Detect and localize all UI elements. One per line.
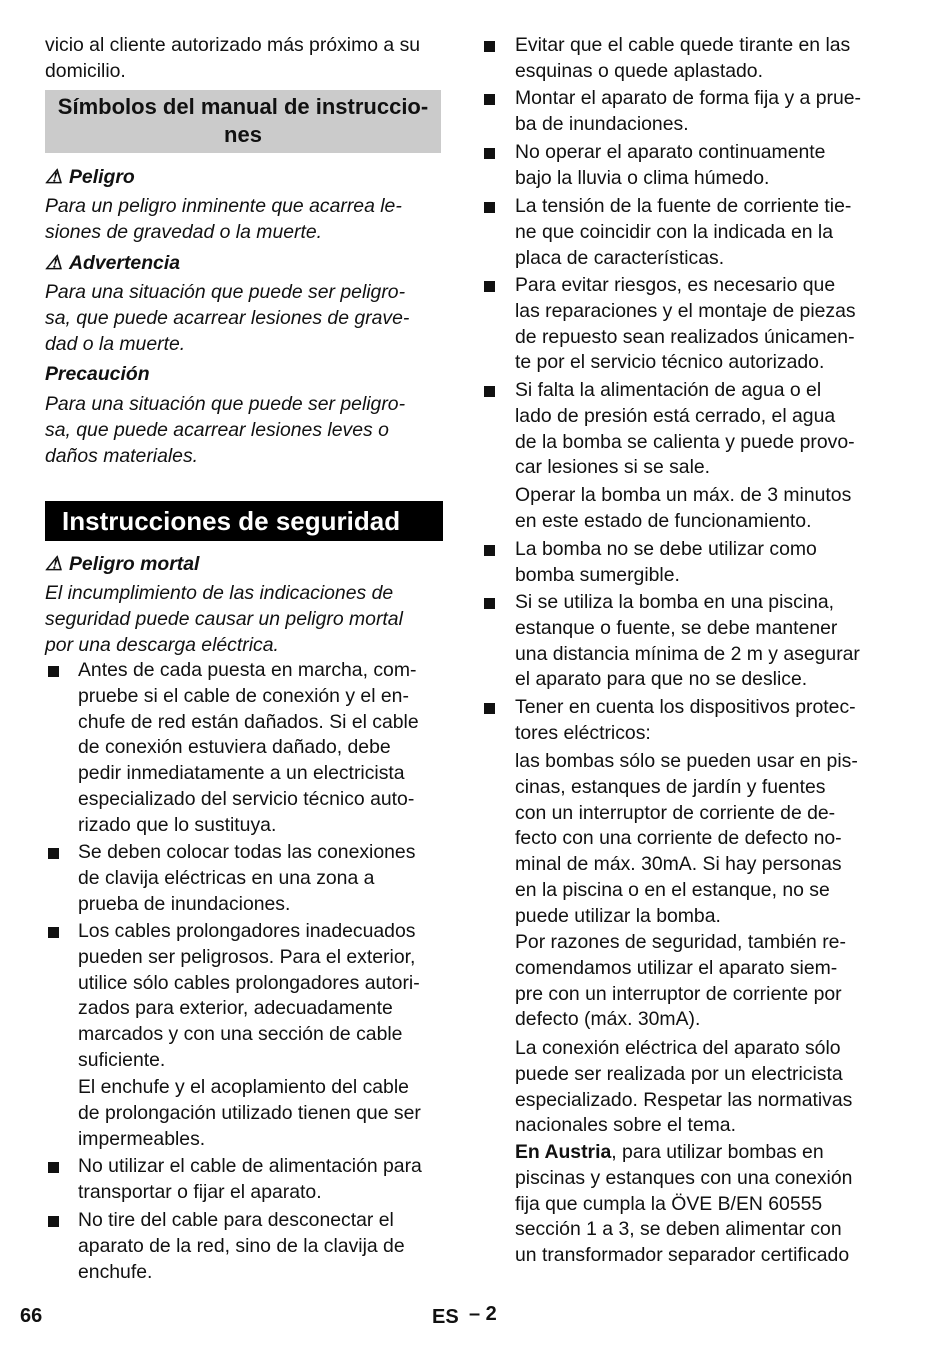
bullet-square-icon (484, 202, 495, 213)
bullet-square-icon (484, 41, 495, 52)
bullet-square-icon (484, 281, 495, 292)
austria-paragraph (515, 1140, 895, 1269)
austria-text: , para utilizar bombas en piscinas y estanques con una conexión fija que cumpla la ÖVE B/EN 60555 sección 1 a 3, se deben alimentar con un transformador separador certificado (515, 1141, 853, 1267)
list-item: La tensión de la fuente de corriente tie- ne que coincidir con la indicada en la placa de características. (515, 195, 852, 269)
list-item-continuation: La conexión eléctrica del aparato sólo puede ser realizada por un electricista especializado. Respetar las normativas nacionales sobre el tema. (515, 1037, 853, 1137)
bullet-square-icon (484, 545, 495, 556)
warning-triangle-icon: ⚠ (45, 252, 63, 274)
intro-text: vicio al cliente autorizado más próximo a su domicilio. (45, 34, 421, 82)
bullet-square-icon (48, 1216, 59, 1227)
bullet-square-icon (48, 666, 59, 677)
bullet-square-icon (484, 148, 495, 159)
list-item: Si se utiliza la bomba en una piscina, estanque o fuente, se debe mantener una distancia mínima de 2 m y asegurar el aparato para que no se deslice. (515, 591, 860, 691)
list-item: Si falta la alimentación de agua o el lado de presión está cerrado, el agua de la bomba se calienta y puede provo- car lesiones si se sale. (515, 379, 855, 479)
list-item: Antes de cada puesta en marcha, com- pruebe si el cable de conexión y el en- chufe de red están dañados. Si el cable de conexión estuviera dañado, debe pedir inmediatamente a un electricista especializado del servicio técnico auto- rizado que lo sustituya. (78, 659, 419, 836)
bullet-square-icon (484, 386, 495, 397)
mortal-title: Peligro mortal (69, 553, 200, 575)
list-item-continuation: Operar la bomba un máx. de 3 minutos en este estado de funcionamiento. (515, 484, 852, 532)
peligro-title: Peligro (69, 166, 135, 188)
list-item: Para evitar riesgos, es necesario que las reparaciones y el montaje de piezas de repuesto sean realizados únicamen- te por el servicio técnico autorizado. (515, 274, 856, 374)
bullet-square-icon (484, 598, 495, 609)
list-item: Evitar que el cable quede tirante en las esquinas o quede aplastado. (515, 34, 851, 82)
warning-triangle-icon: ⚠ (45, 166, 63, 188)
footer-section: ES (432, 1306, 459, 1328)
list-item: No tire del cable para desconectar el aparato de la red, sino de la clavija de enchufe. (78, 1209, 405, 1283)
warning-triangle-icon: ⚠ (45, 553, 63, 575)
advertencia-text: Para una situación que puede ser peligro- sa, que puede acarrear lesiones de grave- dad o la muerte. (45, 281, 410, 355)
bullet-square-icon (484, 703, 495, 714)
list-item-continuation: las bombas sólo se pueden usar en pis- cinas, estanques de jardín y fuentes con un interruptor de corriente de de- fecto con una corriente de defecto no- minal de máx. 30mA. Si hay personas en la piscina o en el estanque, no se puede utilizar la bomba. (515, 750, 858, 927)
list-item-continuation: Por razones de seguridad, también re- comendamos utilizar el aparato siem- pre con un interruptor de corriente por defecto (máx. 30mA). (515, 931, 846, 1031)
bullet-square-icon (48, 848, 59, 859)
mortal-text: El incumplimiento de las indicaciones de seguridad puede causar un peligro mortal por una descarga eléctrica. (45, 582, 403, 656)
list-item: La bomba no se debe utilizar como bomba sumergible. (515, 538, 817, 586)
bullet-square-icon (48, 1162, 59, 1173)
symbols-heading: Símbolos del manual de instruccio- nes (45, 90, 441, 153)
list-item: No operar el aparato continuamente bajo la lluvia o clima húmedo. (515, 141, 826, 189)
list-item: Los cables prolongadores inadecuados pueden ser peligrosos. Para el exterior, utilice sólo cables prolongadores autori- zados para exterior, adecuadamente marcados y con una sección de cable suficiente. (78, 920, 420, 1071)
list-item: Se deben colocar todas las conexiones de clavija eléctricas en una zona a prueba de inundaciones. (78, 841, 416, 915)
precaucion-text: Para una situación que puede ser peligro- sa, que puede acarrear lesiones leves o daños materiales. (45, 393, 406, 467)
austria-bold: En Austria (515, 1141, 612, 1163)
list-item-continuation: El enchufe y el acoplamiento del cable de prolongación utilizado tienen que ser impermeables. (78, 1076, 421, 1150)
footer-section-page: – 2 (469, 1303, 497, 1325)
mortal-heading (45, 552, 445, 578)
bullet-square-icon (48, 927, 59, 938)
peligro-heading (45, 165, 445, 191)
bullet-square-icon (484, 94, 495, 105)
safety-heading: Instrucciones de seguridad (45, 501, 443, 541)
list-item: Tener en cuenta los dispositivos protec- tores eléctricos: (515, 696, 856, 744)
peligro-text: Para un peligro inminente que acarrea le- siones de gravedad o la muerte. (45, 195, 402, 243)
precaucion-title: Precaución (45, 363, 150, 385)
list-item: No utilizar el cable de alimentación para transportar o fijar el aparato. (78, 1155, 422, 1203)
list-item: Montar el aparato de forma fija y a prue- ba de inundaciones. (515, 87, 861, 135)
advertencia-heading (45, 251, 445, 277)
page-number: 66 (20, 1305, 43, 1327)
advertencia-title: Advertencia (69, 252, 181, 274)
